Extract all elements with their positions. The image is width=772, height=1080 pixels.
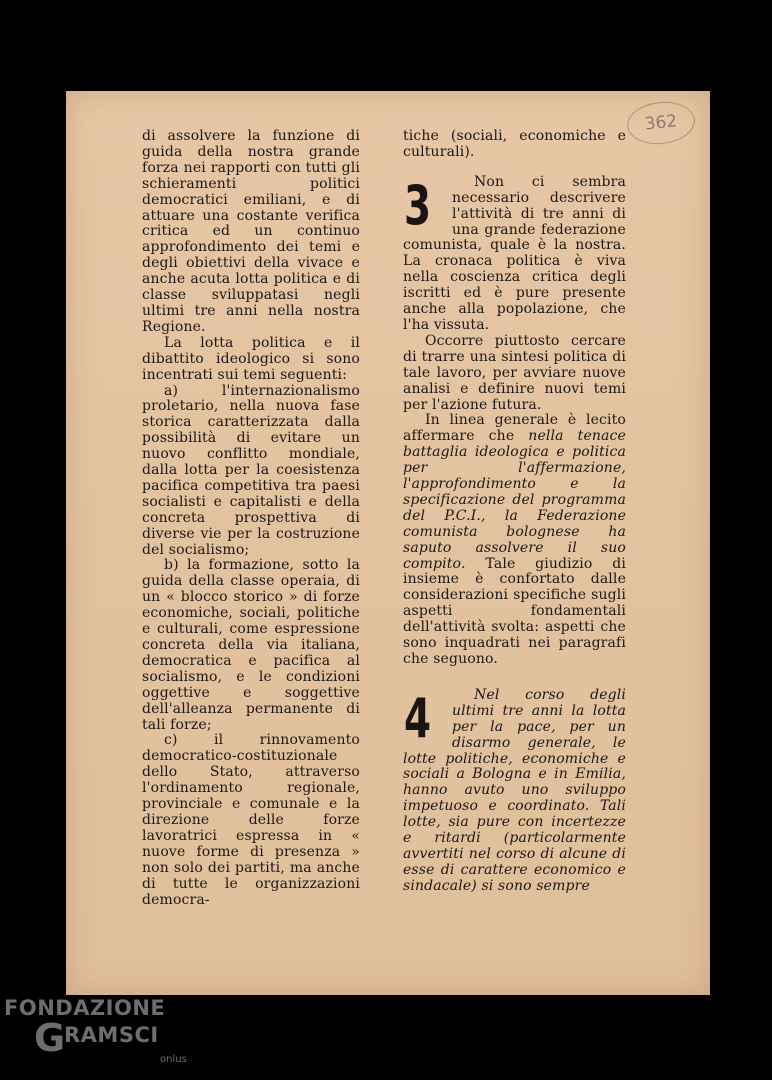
section-4-paragraph: Nel corso degli ultimi tre anni la lotta per la pace, per un disarmo generale, le lotte politiche, economiche e sociali a Bologna e in Emilia, hanno avuto uno sviluppo impetuoso e coordinato. Tali lotte, sia pure con incertezze e ritardi (particolarmente avvertiti nel corso di alcune di esse di carattere economico e sindacale) si sono sempre [403,686,626,894]
section-3-number: 3 [404,173,432,237]
left-paragraph: b) la formazione, sotto la guida della classe operaia, di un « blocco storico » di forze economiche, sociali, politiche e culturali, come espressione concreta della via italiana, democratica e pacifica al socialismo, e le condizioni oggettive e soggettive dell'alleanza permanente di tali forze; [142,557,360,733]
left-paragraph: c) il rinnovamento democratico-costituzionale dello Stato, attraverso l'ordinamento regionale, provinciale e comunale e la direzione delle forze lavoratrici espressa in « nuove forme di presenza » non solo dei partiti, ma anche di tutte le organizzazioni democra- [142,732,360,908]
section-4-number: 4 [404,686,432,750]
archive-number-stamp: 362 [625,99,697,148]
left-paragraph: di assolvere la funzione di guida della nostra grande forza nei rapporti con tutti gli schieramenti politici democratici emiliani, e di attuare una costante verifica critica ed un continuo approfondimento dei temi e degli obiettivi della vivace e anche acuta lotta politica e di classe sviluppatasi negli ultimi tre anni nella nostra Regione. [142,128,360,335]
logo-initial: G [34,1016,66,1060]
logo-sub: onlus [160,1054,187,1065]
logo-line2: RAMSCI [64,1023,159,1047]
left-paragraph: a) l'internazionalismo proletario, nella nuova fase storica caratterizzata dalla possibilità di evitare un nuovo conflitto mondiale, dalla lotta per la coesistenza pacifica competitiva tra paesi socialisti e capitalisti e della concreta prospettiva di diverse vie per la costruzione del socialismo; [142,382,360,558]
section-3-paragraph: In linea generale è lecito affermare che nella tenace battaglia ideologica e politica per l'affermazione, l'approfondimento e la specificazione del programma del P.C.I., la Federazione comunista bolognese ha saputo assolvere il suo compito. Tale giudizio di insieme è confortato dalle considerazioni specifiche sugli aspetti fondamentali dell'attività svolta: aspetti che sono inquadrati nei paragrafi che seguono. [403,412,626,667]
continuation-text: tiche (sociali, economiche e culturali). [403,128,626,160]
section-4 [403,688,626,895]
section-3-paragraph: Non ci sembra necessario descrivere l'attività di tre anni di una grande federazione comunista, quale è la nostra. La cronaca politica è viva nella coscienza critica degli iscritti ed è pure presente anche alla popolazione, che l'ha vissuta. [403,173,626,333]
section-3 [403,175,626,668]
right-column [403,129,626,895]
section-3-paragraph: Occorre piuttosto cercare di trarre una sintesi politica di tale lavoro, per avviare nuove analisi e definire nuovi temi per l'azione futura. [403,332,626,413]
logo-line1: FONDAZIONE [4,996,166,1020]
left-paragraph: La lotta politica e il dibattito ideologico si sono incentrati sui temi seguenti: [142,334,360,383]
left-column [142,129,360,908]
fondazione-gramsci-logo [4,996,194,1076]
